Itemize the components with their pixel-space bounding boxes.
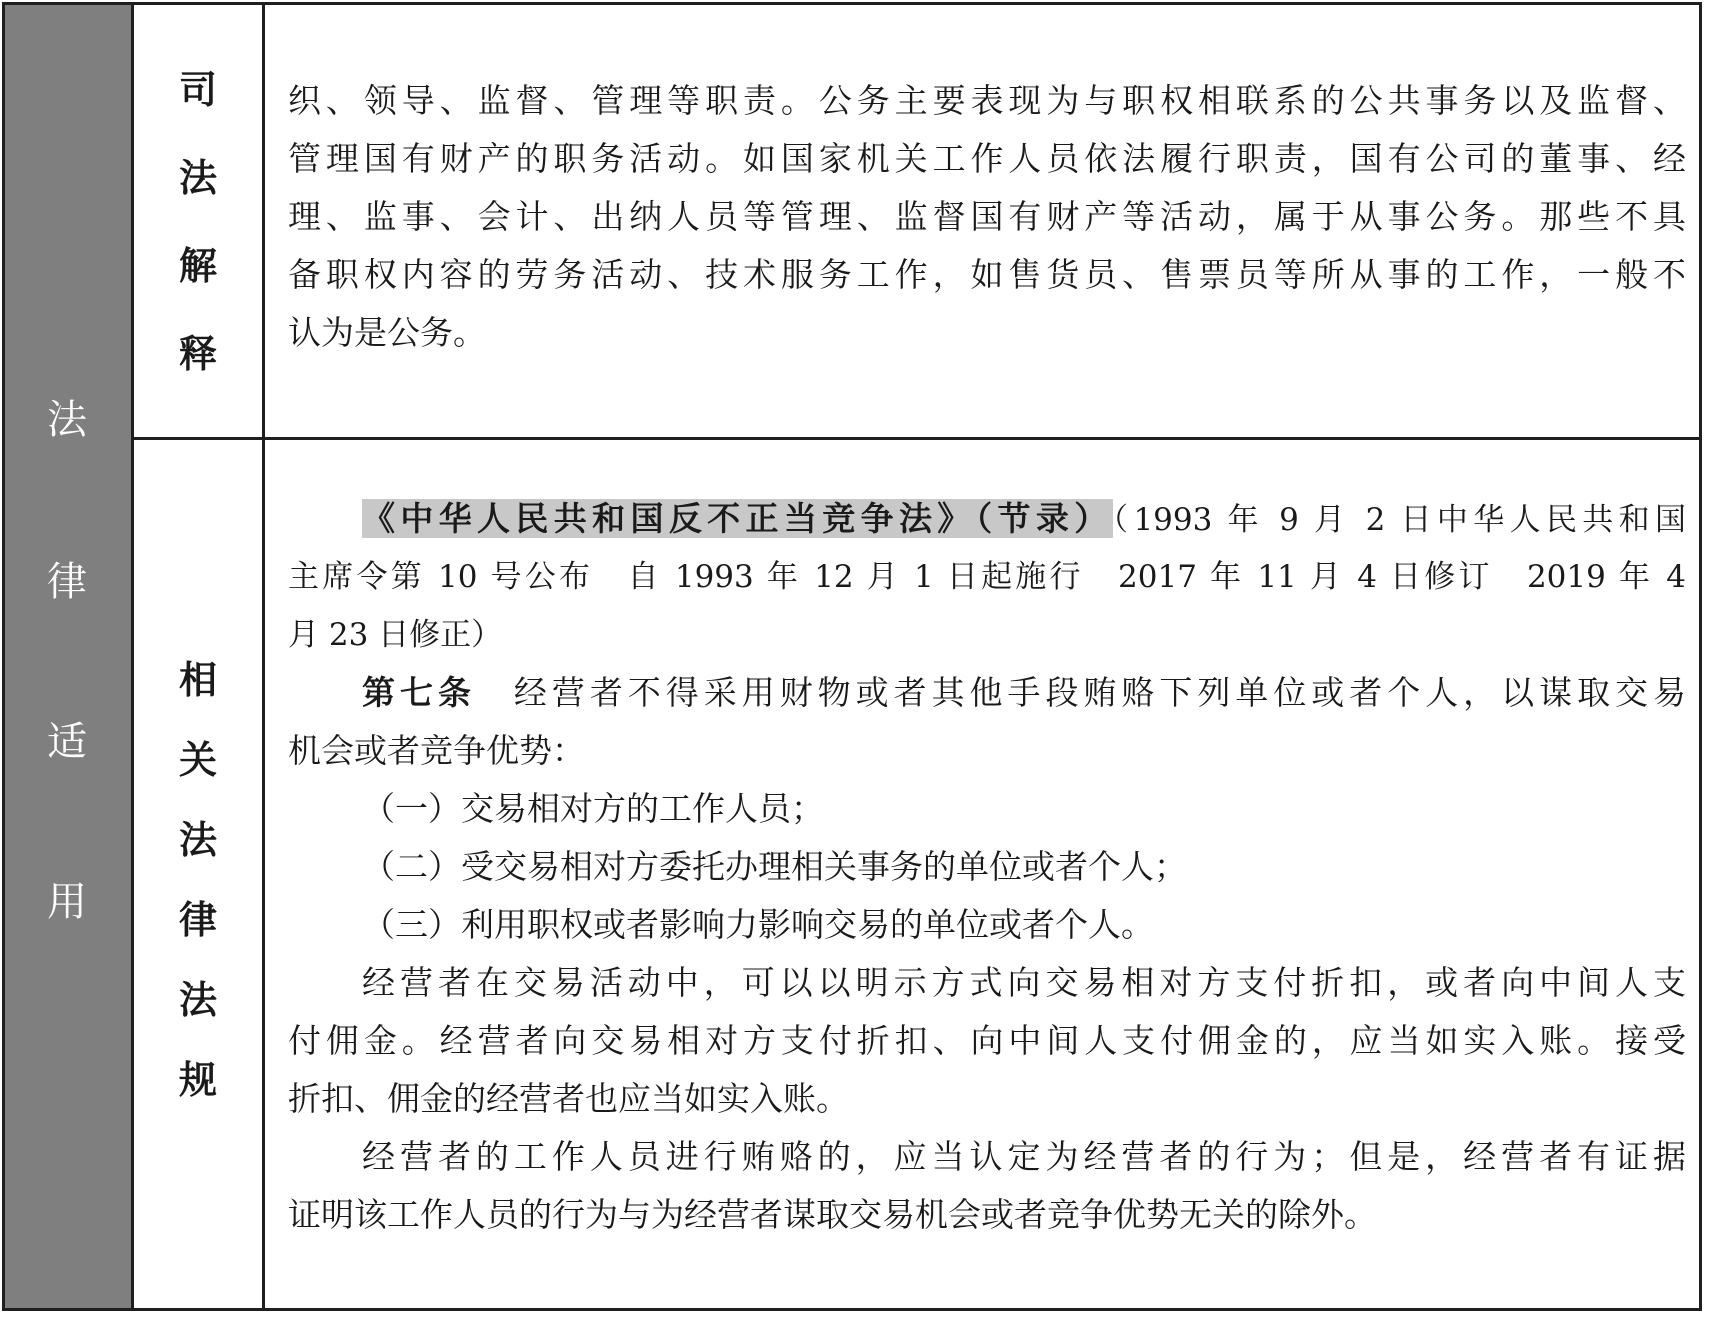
outer-label-char: 适 [47, 719, 87, 765]
paragraph-line: 经营者在交易活动中，可以以明示方式向交易相对方支付折扣，或者向中间人支 [362, 963, 1686, 1002]
section-label-char: 法 [178, 156, 217, 200]
row-divider [134, 437, 1702, 440]
section-label-char: 法 [178, 818, 217, 862]
article-item: （二）受交易相对方委托办理相关事务的单位或者个人； [362, 847, 1187, 886]
law-note-line: 主席令第 10 号公布 自 1993 年 12 月 1 日起施行 2017 年 11 月 4 日修订 2019 年 4 [288, 559, 1686, 595]
judicial-interpretation-text [288, 72, 1686, 362]
related-laws-text [288, 490, 1686, 1244]
column-divider [262, 2, 265, 1311]
article-item: （一）交易相对方的工作人员； [362, 789, 824, 828]
paragraph-line: 经营者的工作人员进行贿赂的，应当认定为经营者的行为；但是，经营者有证据 [362, 1137, 1686, 1176]
article-text: 经营者不得采用财物或者其他手段贿赂下列单位或者个人，以谋取交易 [513, 673, 1687, 712]
outer-label-char: 律 [47, 559, 87, 605]
outer-label-char: 法 [47, 397, 87, 443]
paragraph-line: 折扣、佣金的经营者也应当如实入账。 [288, 1079, 849, 1118]
article-line [288, 664, 1686, 722]
text-line: 认为是公务。 [288, 313, 486, 352]
law-note-line: 月 23 日修正） [288, 617, 503, 653]
outer-label-char: 用 [47, 879, 87, 925]
section-label-char: 法 [178, 978, 217, 1022]
law-note: （1993 年 9 月 2 日中华人民共和国 [1112, 502, 1687, 538]
paragraph-line: 证明该工作人员的行为与为经营者谋取交易机会或者竞争优势无关的除外。 [288, 1195, 1377, 1234]
law-title: 《中华人民共和国反不正当竞争法》（节录） [362, 499, 1113, 538]
section-label-char: 释 [178, 332, 217, 376]
section-label-char: 司 [178, 68, 217, 112]
section-label-char: 规 [178, 1058, 217, 1102]
section-label-char: 相 [178, 658, 217, 702]
article-label: 第七条 [362, 673, 476, 712]
section-label-char: 关 [178, 738, 217, 782]
text-line: 管理国有财产的职务活动。如国家机关工作人员依法履行职责，国有公司的董事、经 [288, 139, 1686, 178]
text-line: 织、领导、监督、管理等职责。公务主要表现为与职权相联系的公共事务以及监督、 [288, 81, 1686, 120]
law-heading-line [288, 490, 1686, 548]
section-label-char: 解 [178, 244, 217, 288]
article-item: （三）利用职权或者影响力影响交易的单位或者个人。 [362, 905, 1154, 944]
article-line: 机会或者竞争优势： [288, 731, 585, 770]
paragraph-line: 付佣金。经营者向交易相对方支付折扣、向中间人支付佣金的，应当如实入账。接受 [288, 1021, 1686, 1060]
text-line: 理、监事、会计、出纳人员等管理、监督国有财产等活动，属于从事公务。那些不具 [288, 197, 1686, 236]
text-line: 备职权内容的劳务活动、技术服务工作，如售货员、售票员等所从事的工作，一般不 [288, 255, 1686, 294]
section-label-char: 律 [178, 898, 217, 942]
